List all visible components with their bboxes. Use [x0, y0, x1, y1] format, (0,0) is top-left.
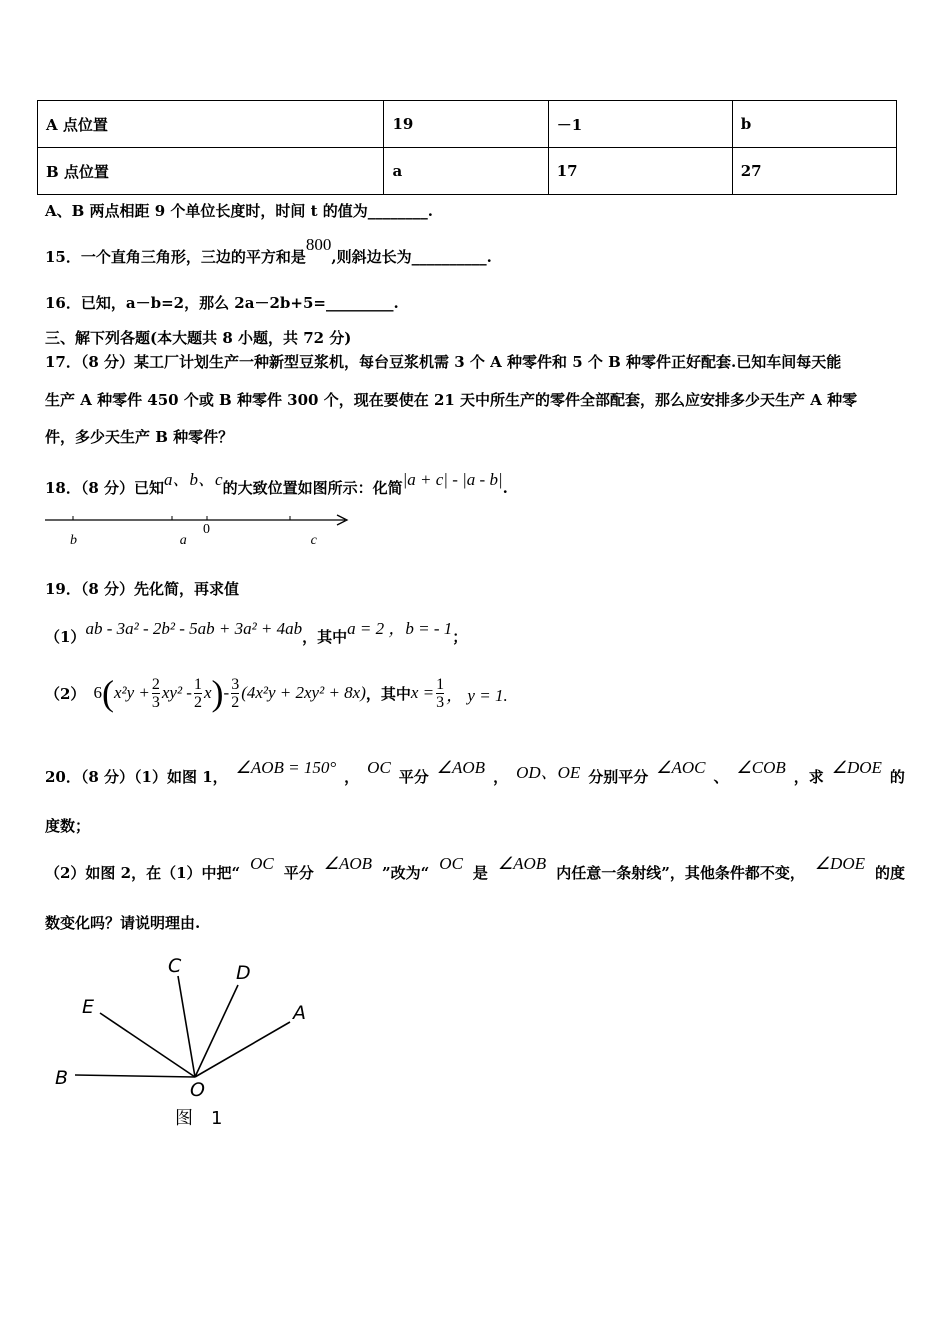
- t: 的度: [874, 864, 905, 882]
- math: ∠AOC: [656, 758, 706, 777]
- math: OC: [439, 854, 463, 873]
- math: ∠AOB: [497, 854, 547, 873]
- t: 的: [889, 768, 905, 786]
- math: a = 2 ，b = - 1: [347, 619, 453, 638]
- math: |a + c| - |a - b|: [402, 470, 503, 489]
- q20-line4: 数变化吗？请说明理由.: [45, 914, 201, 932]
- label-O: O: [190, 1079, 205, 1101]
- q17-line1: 17．（8 分）某工厂计划生产一种新型豆浆机，每台豆浆机需 3 个 A 种零件和 5 个 B 种零件正好配套.已知车间每天能: [45, 353, 842, 371]
- q15-text: 15．一个直角三角形，三边的平方和是: [45, 248, 306, 266]
- angle-figure: [75, 976, 290, 1077]
- q20-line3: [45, 854, 905, 883]
- q17-line2: 生产 A 种零件 450 个或 B 种零件 300 个，现在要使在 21 天中所生产的零件全部配套，那么应安排多少天生产 A 种零: [45, 391, 858, 409]
- q19-title: 19．（8 分）先化简，再求值: [45, 580, 240, 598]
- math: 6: [93, 683, 102, 702]
- math: ∠COB: [736, 758, 786, 777]
- t: （2）: [45, 684, 86, 703]
- t: ，求: [793, 768, 824, 786]
- t: 平分: [398, 768, 429, 786]
- label-E: E: [82, 996, 95, 1018]
- q14-tail: A、B 两点相距 9 个单位长度时，时间 t 的值为________.: [45, 202, 434, 220]
- math: ∠DOE: [814, 854, 865, 873]
- cell: 19: [384, 101, 548, 148]
- q19-part1: [45, 619, 468, 647]
- t: 20．（8 分）（1）如图 1，: [45, 768, 228, 786]
- label-B: B: [55, 1067, 69, 1089]
- math: ∠AOB = 150°: [235, 758, 337, 777]
- cell: 17: [548, 148, 732, 195]
- q15-num: 800: [305, 235, 332, 254]
- t: 、: [713, 768, 729, 786]
- label-A: A: [293, 1002, 306, 1024]
- t: （2）如图 2，在（1）中把“: [45, 864, 241, 882]
- math: OD、OE: [516, 763, 581, 782]
- cell: b: [732, 101, 896, 148]
- cell: a: [384, 148, 548, 195]
- math: ∠AOB: [323, 854, 373, 873]
- math: OC: [250, 854, 274, 873]
- t: 是: [472, 864, 488, 882]
- math: ， y = 1.: [446, 685, 508, 705]
- math: x²y +: [113, 683, 150, 702]
- math: x: [203, 683, 212, 702]
- t: 18．（8 分）已知: [45, 479, 165, 497]
- t: ；: [452, 628, 468, 646]
- fraction: $\frac{3}{2}$: [231, 675, 240, 711]
- math: xy² -: [161, 683, 192, 702]
- q20-line1: [45, 758, 905, 791]
- number-line: [45, 515, 347, 525]
- label-C: C: [168, 955, 182, 977]
- q15-text2: ,则斜边长为__________.: [331, 248, 492, 266]
- math: OC: [367, 758, 391, 777]
- t: 分别平分: [588, 768, 649, 786]
- fraction: $\frac{2}{3}$: [151, 675, 160, 711]
- math: (4x²y + 2xy² + 8x): [241, 683, 366, 702]
- cell: 27: [732, 148, 896, 195]
- math: ab - 3a² - 2b² - 5ab + 3a² + 4ab: [85, 619, 303, 638]
- t: 的大致位置如图所示：化简: [222, 479, 403, 497]
- axis-label-a: a: [179, 533, 187, 548]
- t: 平分: [283, 864, 314, 882]
- q16: 16．已知，a－b=2，那么 2a－2b+5=_________.: [45, 294, 399, 312]
- q19-part2: （2） 6 ( x²y + $\frac{2}{3}$ xy² - $\frac{1}{2}$ x ) - $\frac{3}{2}$ (4x²y + 2xy² + 8x) ，其中 x = $\frac{1}{3}$ ， y = 1.: [45, 673, 508, 713]
- t: ，: [493, 768, 509, 786]
- fraction: $\frac{1}{2}$: [193, 675, 202, 711]
- math: ∠DOE: [831, 758, 882, 777]
- cell: A 点位置: [38, 101, 384, 148]
- t: ，其中: [302, 628, 348, 646]
- math: x =: [410, 683, 435, 702]
- cell: －1: [548, 101, 732, 148]
- q20-line2: 度数；: [45, 817, 91, 835]
- axis-label-0: 0: [203, 522, 210, 537]
- section-heading: 三、解下列各题(本大题共 8 小题，共 72 分): [45, 329, 352, 347]
- t: ，: [344, 768, 360, 786]
- t: ，其中: [365, 684, 411, 703]
- label-D: D: [236, 962, 251, 984]
- t: 内任意一条射线”，其他条件都不变，: [556, 864, 805, 882]
- math: a、b、c: [164, 470, 223, 489]
- cell: B 点位置: [38, 148, 384, 195]
- figure-caption: 图 1: [175, 1108, 223, 1129]
- fraction: $\frac{1}{3}$: [436, 675, 445, 711]
- math: -: [223, 683, 230, 702]
- math: ∠AOB: [436, 758, 486, 777]
- t: （1）: [45, 628, 86, 646]
- t: .: [502, 479, 508, 497]
- t: ”改为“: [382, 864, 430, 882]
- q17-line3: 件，多少天生产 B 种零件？: [45, 428, 234, 446]
- axis-label-b: b: [70, 533, 77, 548]
- axis-label-c: c: [310, 533, 317, 548]
